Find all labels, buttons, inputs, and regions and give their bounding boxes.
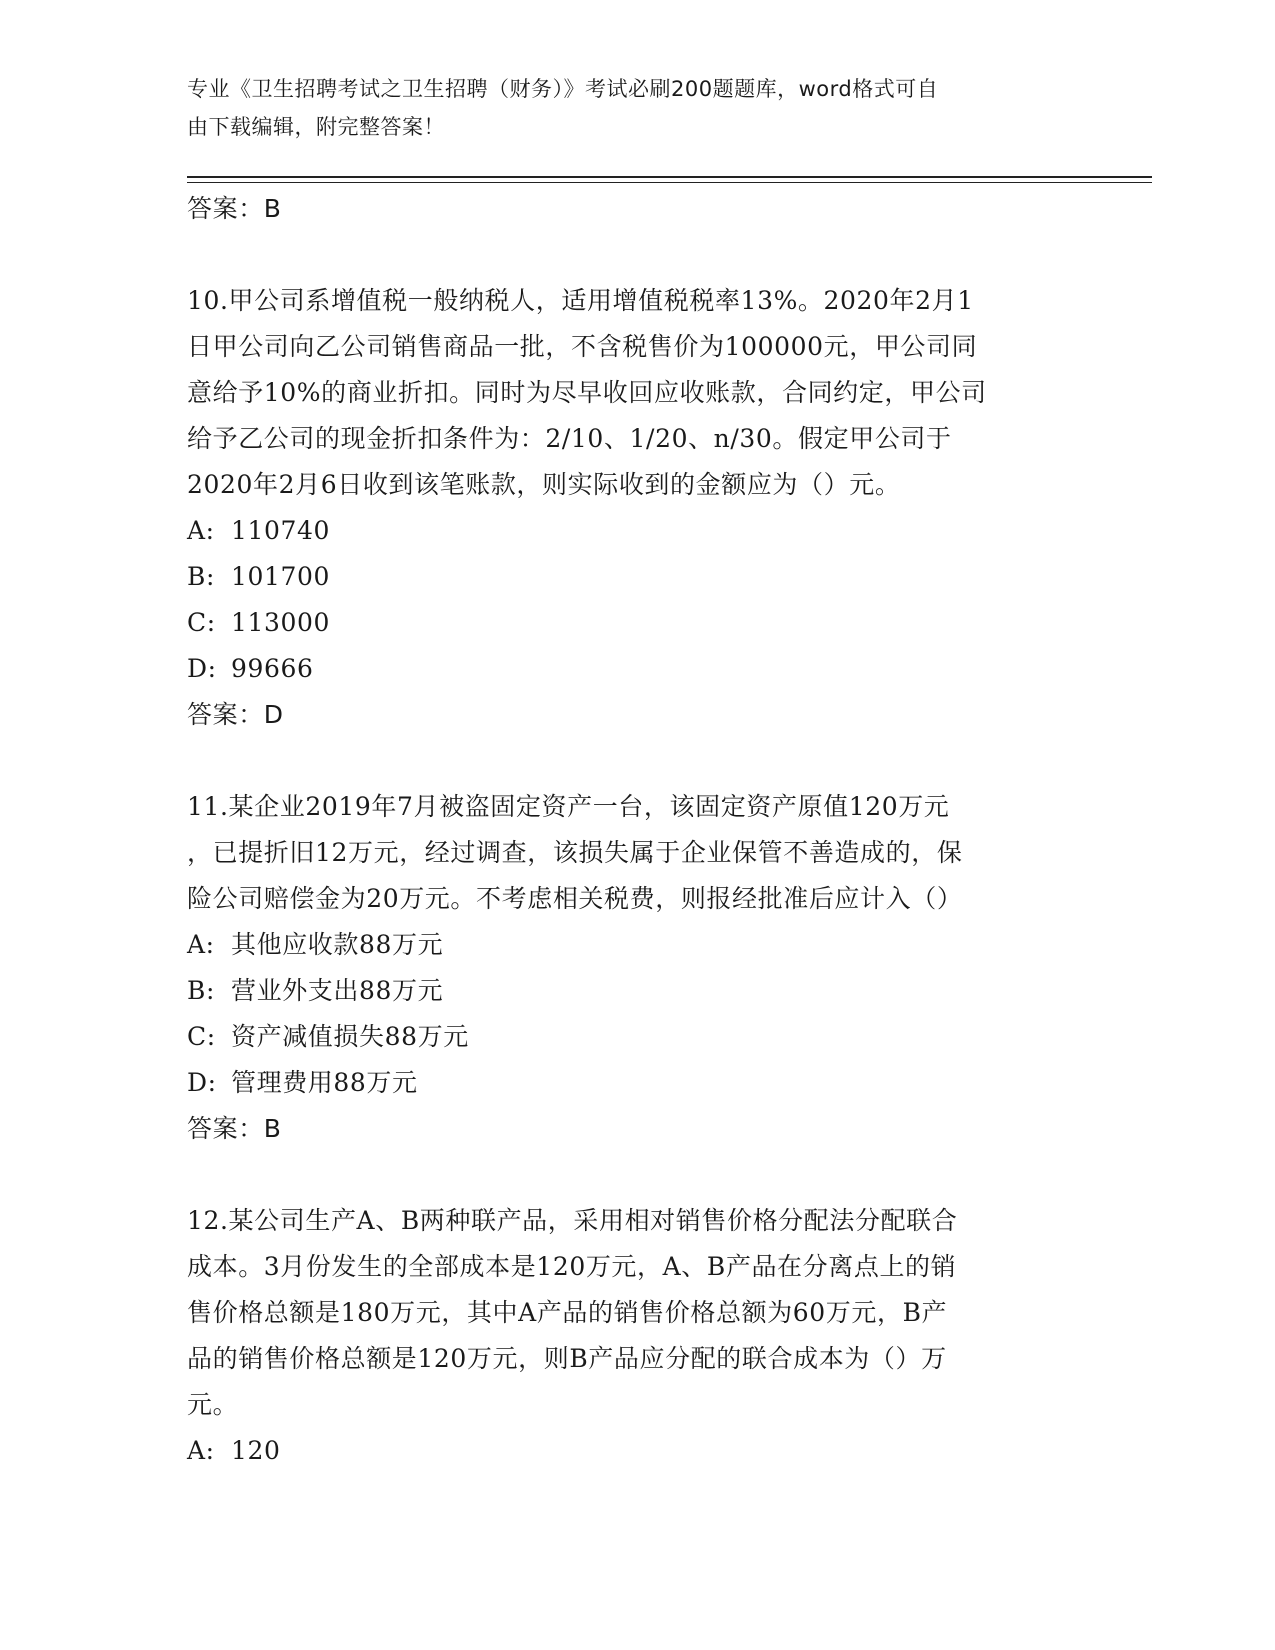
option-key: A: [187,930,215,959]
question-line: 品的销售价格总额是120万元，则B产品应分配的联合成本为（）万 [187,1344,947,1373]
question-text [187,278,1087,508]
question-line: 10.甲公司系增值税一般纳税人，适用增值税税率13%。2020年2月1 [187,286,974,315]
question-10 [187,278,1087,738]
question-line: 元。 [187,1390,239,1419]
option-key: B: [187,976,215,1005]
question-line: 2020年2月6日收到该笔账款，则实际收到的金额应为（）元。 [187,470,901,499]
question-line: 售价格总额是180万元，其中A产品的销售价格总额为60万元，B产 [187,1298,948,1327]
option-d [187,646,1087,692]
option-key: D: [187,1068,217,1097]
option-b [187,968,1087,1014]
question-line: 11.某企业2019年7月被盗固定资产一台，该固定资产原值120万元 [187,792,950,821]
question-line: 12.某公司生产A、B两种联产品，采用相对销售价格分配法分配联合 [187,1206,958,1235]
option-a [187,922,1087,968]
option-text: 其他应收款88万元 [231,930,444,959]
option-key: D: [187,654,217,683]
option-key: C: [187,1022,216,1051]
question-text [187,1198,1087,1428]
option-c [187,1014,1087,1060]
option-text: 120 [231,1436,281,1465]
header-line: 专业《卫生招聘考试之卫生招聘（财务）》考试必刷200题题库，word格式可自 [187,77,939,101]
option-key: B: [187,562,215,591]
option-text: 资产减值损失88万元 [231,1022,469,1051]
answer-label: 答案：B [187,1114,282,1143]
option-text: 113000 [231,608,331,637]
question-line: 日甲公司向乙公司销售商品一批，不含税售价为100000元，甲公司同 [187,332,978,361]
option-text: 110740 [231,516,331,545]
option-text: 99666 [231,654,314,683]
answer-label: 答案：B [187,194,282,223]
header-divider-thin [187,182,1152,183]
option-b [187,554,1087,600]
option-text: 营业外支出88万元 [231,976,444,1005]
option-c [187,600,1087,646]
question-line: 成本。3月份发生的全部成本是120万元，A、B产品在分离点上的销 [187,1252,957,1281]
question-11 [187,784,1087,1152]
document-body [187,186,1087,1474]
question-text [187,784,1087,922]
option-a [187,508,1087,554]
option-key: A: [187,516,215,545]
header-line: 由下载编辑，附完整答案！ [187,115,445,139]
option-text: 101700 [231,562,331,591]
header-divider [187,176,1152,178]
option-key: A: [187,1436,215,1465]
answer-label: 答案：D [187,700,284,729]
question-12 [187,1198,1087,1474]
option-text: 管理费用88万元 [231,1068,418,1097]
question-line: 给予乙公司的现金折扣条件为：2/10、1/20、n/30。假定甲公司于 [187,424,952,453]
question-line: ，已提折旧12万元，经过调查，该损失属于企业保管不善造成的，保 [187,838,963,867]
option-key: C: [187,608,216,637]
option-a [187,1428,1087,1474]
page-header [187,70,1067,146]
question-line: 意给予10%的商业折扣。同时为尽早收回应收账款，合同约定，甲公司 [187,378,987,407]
question-line: 险公司赔偿金为20万元。不考虑相关税费，则报经批准后应计入（） [187,884,963,913]
option-d [187,1060,1087,1106]
